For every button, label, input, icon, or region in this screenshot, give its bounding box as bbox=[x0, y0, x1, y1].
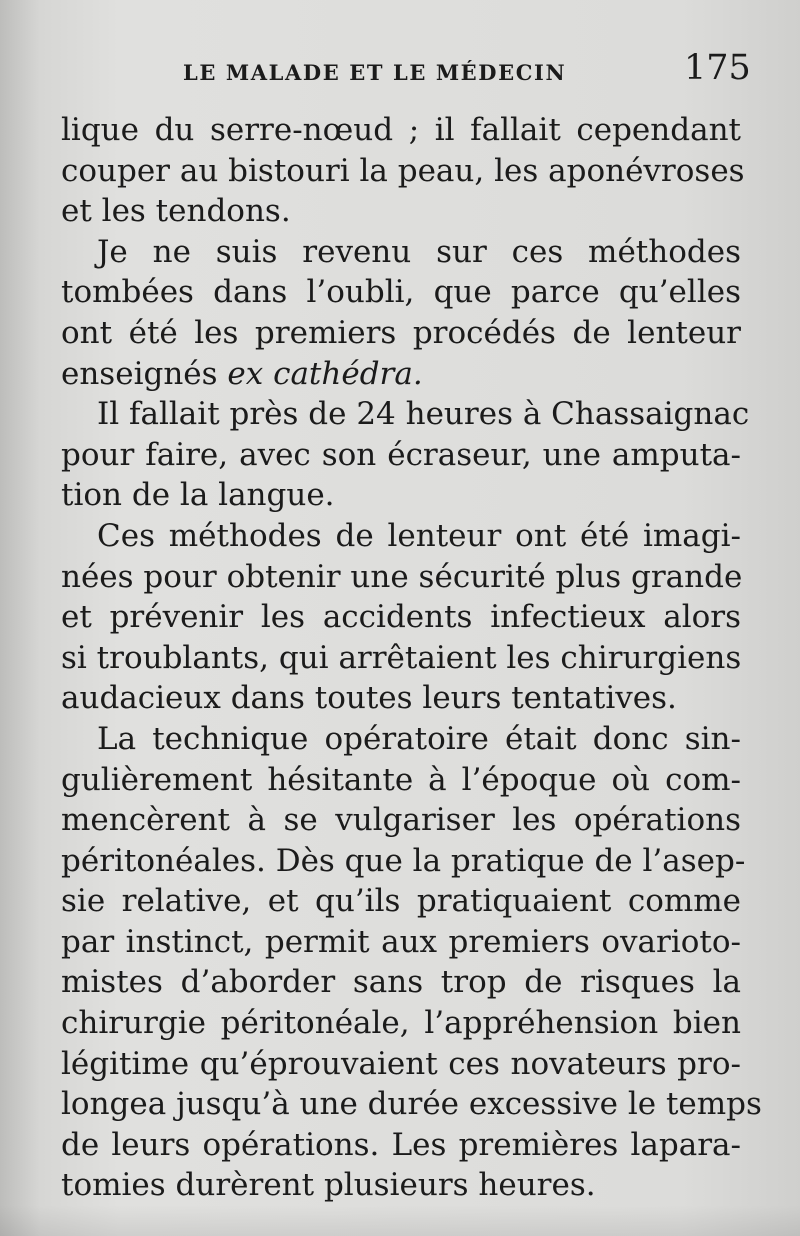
text-line: péritonéales. Dès que la pratique de l’asep- bbox=[61, 842, 746, 879]
text-line: sie relative, et qu’ils pratiquaient comme bbox=[61, 883, 741, 920]
text-line: si troublants, qui arrêtaient les chirurgiens bbox=[61, 639, 742, 676]
text-line: tomies durèrent plusieurs heures. bbox=[61, 1167, 596, 1204]
text-line: de leurs opérations. Les premières lapara- bbox=[61, 1126, 741, 1163]
text-line: ont été les premiers procédés de lenteur bbox=[61, 314, 741, 351]
body-text bbox=[61, 110, 762, 1206]
text-span: enseignés bbox=[61, 355, 218, 392]
paragraph-first-line: Il fallait près de 24 heures à Chassaignac bbox=[97, 396, 750, 433]
text-line: mistes d’aborder sans trop de risques la bbox=[61, 964, 741, 1001]
paragraph-first-line: Je ne suis revenu sur ces méthodes bbox=[97, 233, 741, 270]
text-line: mencèrent à se vulgariser les opérations bbox=[61, 802, 741, 839]
text-line: nées pour obtenir une sécurité plus grande bbox=[61, 558, 743, 595]
text-line: tion de la langue. bbox=[61, 477, 335, 514]
text-line bbox=[61, 354, 741, 395]
text-line: gulièrement hésitante à l’époque où com- bbox=[61, 761, 741, 798]
text-line: audacieux dans toutes leurs tentatives. bbox=[61, 680, 677, 717]
text-line: longea jusqu’à une durée excessive le temps bbox=[61, 1086, 762, 1123]
page-bottom-shadow bbox=[0, 1205, 800, 1236]
paragraph-first-line: La technique opératoire était donc sin- bbox=[97, 720, 741, 757]
running-title: LE MALADE ET LE MÉDECIN bbox=[183, 60, 567, 85]
text-line: tombées dans l’oubli, que parce qu’elles bbox=[61, 274, 741, 311]
text-line: couper au bistouri la peau, les aponévroses bbox=[61, 152, 745, 189]
page-number: 175 bbox=[684, 48, 751, 88]
page-header bbox=[0, 48, 800, 92]
text-line: pour faire, avec son écraseur, une amputa- bbox=[61, 436, 741, 473]
paragraph-first-line: Ces méthodes de lenteur ont été imagi- bbox=[97, 517, 741, 554]
text-line: et prévenir les accidents infectieux alors bbox=[61, 599, 741, 636]
italic-phrase: ex cathédra. bbox=[227, 355, 423, 392]
text-line: et les tendons. bbox=[61, 193, 291, 230]
text-line: par instinct, permit aux premiers ovarioto- bbox=[61, 923, 741, 960]
text-line: lique du serre-nœud ; il fallait cependant bbox=[61, 112, 741, 148]
text-line: légitime qu’éprouvaient ces novateurs pro- bbox=[61, 1045, 741, 1082]
text-line: chirurgie péritonéale, l’appréhension bien bbox=[61, 1005, 741, 1042]
